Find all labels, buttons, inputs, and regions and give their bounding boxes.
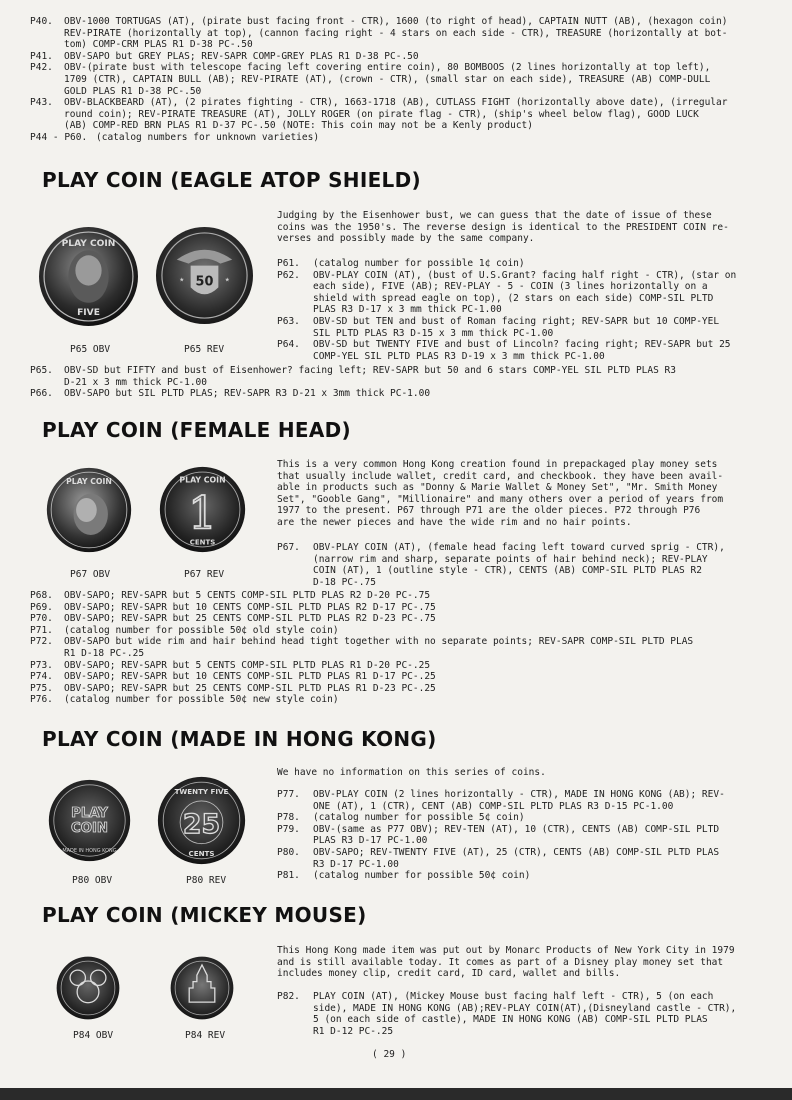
hongkong-intro — [277, 767, 546, 779]
entry-description — [64, 613, 436, 625]
intro-line: Set", "Gooble Gang", "Millionaire" and many others over a period of years from — [277, 493, 724, 505]
entry-number: P64. — [277, 339, 300, 351]
entry-line: (AB) COMP-RED BRN PLAS R1 D-37 PC-.50 (NOTE: This coin may not be a Kenly product) — [64, 120, 533, 132]
intro-line: that usually include wallet, credit card, and checkbook. they have been avail- — [277, 470, 724, 482]
entry-number: P63. — [277, 316, 300, 327]
entry-description — [64, 625, 339, 637]
coin-p80-obv-line1: PLAY — [71, 806, 108, 822]
entry-description — [313, 316, 719, 339]
entry-line: COMP-YEL SIL PLTD PLAS R3 D-19 x 3 mm thick PC-1.00 — [313, 350, 605, 362]
caption-p80-obv: P80 OBV — [72, 875, 113, 886]
section-heading-eagle: PLAY COIN (EAGLE ATOP SHIELD) — [42, 168, 421, 192]
intro-line: This is a very common Hong Kong creation found in prepackaged play money sets — [277, 459, 718, 470]
entry-line: (catalog number for possible 1¢ coin) — [313, 258, 525, 269]
mickey-intro — [277, 945, 735, 980]
caption-p65-obv: P65 OBV — [70, 344, 111, 355]
coin-p67-rev-text-top: PLAY COIN — [179, 475, 226, 485]
entry-line: ONE (AT), 1 (CTR), CENT (AB) COMP-SIL PLTD PLAS R3 D-15 PC-1.00 — [313, 800, 674, 812]
coin-p67-rev-value: 1 — [188, 486, 217, 540]
coin-p80-obv-image — [48, 779, 131, 862]
entry-description — [64, 694, 339, 706]
entry-line: OBV-SAPO but SIL PLTD PLAS; REV-SAPR R3 D-21 x 3mm thick PC-1.00 — [64, 388, 431, 400]
coin-p65-obv-text-top: PLAY COIN — [61, 239, 116, 250]
entry-line: 5 (on each side of castle), MADE IN HONG KONG (AB) COMP-SIL PLTD PLAS — [313, 1014, 708, 1026]
entry-description — [313, 870, 530, 882]
entry-number: P62. — [277, 269, 300, 281]
entry-description — [313, 270, 736, 316]
intro-line: We have no information on this series of coins. — [277, 767, 546, 778]
coin-p84-rev-image — [170, 956, 234, 1020]
entry-line: side), MADE IN HONG KONG (AB);REV-PLAY COIN(AT),(Disneyland castle - CTR), — [313, 1002, 737, 1014]
intro-line: coins was the 1950's. The reverse design is identical to the PRESIDENT COIN re- — [277, 221, 729, 233]
entry-line: tom) COMP-CRM PLAS R1 D-38 PC-.50 — [64, 39, 253, 51]
entry-description — [313, 258, 525, 270]
entry-number: P73. — [30, 659, 53, 671]
entry-description — [64, 683, 436, 695]
entry-line: each side), FIVE (AB); REV-PLAY - 5 - COIN (3 lines horizontally on a — [313, 281, 708, 293]
entry-line: OBV-SAPO; REV-SAPR but 5 CENTS COMP-SIL PLTD PLAS R2 D-20 PC-.75 — [64, 590, 431, 601]
entry-line: PLAS R3 D-17 PC-1.00 — [313, 835, 428, 847]
entry-line: OBV-SD but TWENTY FIVE and bust of Lincoln? facing right; REV-SAPR but 25 — [313, 339, 731, 351]
entry-description — [313, 339, 731, 362]
entry-description — [313, 542, 725, 588]
entry-description — [313, 812, 525, 824]
bottom-edge-bar — [0, 1088, 792, 1100]
entry-line: OBV-PLAY COIN (AT), (female head facing left toward curved sprig - CTR), — [313, 542, 725, 553]
female-intro — [277, 459, 723, 529]
section-heading-mickey: PLAY COIN (MICKEY MOUSE) — [42, 903, 367, 927]
entry-number: P66. — [30, 388, 53, 400]
entry-number: P81. — [277, 870, 300, 882]
entry-description — [313, 847, 719, 870]
entry-description — [64, 660, 430, 672]
entry-number: P77. — [277, 789, 300, 800]
intro-line: 1977 to the present. P67 through P71 are the older pieces. P72 through P76 — [277, 505, 701, 517]
entry-description — [64, 16, 727, 51]
entry-number: P80. — [277, 847, 300, 858]
entry-number: P74. — [30, 671, 53, 683]
coin-p80-rev-value: 25 — [182, 808, 221, 840]
entry-line: OBV-(pirate bust with telescope facing left covering entire coin), 80 BOMBOOS (2 lines horizontally at top left), — [64, 62, 711, 74]
entry-line: R1 D-12 PC-.25 — [313, 1025, 394, 1037]
entry-number: P76. — [30, 694, 53, 706]
intro-line: includes money clip, credit card, ID card, wallet and bills. — [277, 968, 621, 980]
intro-line: This Hong Kong made item was put out by Monarc Products of New York City in 1979 — [277, 945, 735, 956]
entry-line: R1 D-18 PC-.25 — [64, 647, 145, 659]
entry-number: P70. — [30, 613, 53, 625]
entry-line: PLAY COIN (AT), (Mickey Mouse bust facing half left - CTR), 5 (on each — [313, 991, 714, 1002]
coin-p67-obv-image — [46, 467, 132, 553]
entry-number: P68. — [30, 590, 53, 601]
caption-p67-obv: P67 OBV — [70, 569, 111, 580]
entry-line: OBV-SD but FIFTY and bust of Eisenhower? facing left; REV-SAPR but 50 and 6 stars COMP-YEL SIL PLTD PLAS R3 — [64, 365, 676, 376]
coin-p80-rev-image — [157, 776, 246, 865]
entry-line: OBV-SAPO; REV-SAPR but 25 CENTS COMP-SIL PLTD PLAS R2 D-23 PC-.75 — [64, 613, 436, 625]
page-number: ( 29 ) — [372, 1049, 407, 1060]
section-heading-hongkong: PLAY COIN (MADE IN HONG KONG) — [42, 727, 437, 751]
entry-line: OBV-SAPO but GREY PLAS; REV-SAPR COMP-GREY PLAS R1 D-38 PC-.50 — [64, 50, 419, 62]
entry-number: P65. — [30, 365, 53, 376]
intro-line: are the newer pieces and have the wide rim and no hair points. — [277, 516, 632, 528]
eagle-intro — [277, 210, 729, 245]
caption-p80-rev: P80 REV — [186, 875, 227, 886]
entry-line: SIL PLTD PLAS R3 D-15 x 3 mm thick PC-1.00 — [313, 327, 554, 339]
entry-number: P40. — [30, 16, 53, 27]
caption-p84-rev: P84 REV — [185, 1030, 226, 1041]
entry-number: P82. — [277, 991, 300, 1002]
intro-line: able in products such as "Donny & Marie Wallet & Money Set", "Mr. Smith Money — [277, 482, 718, 494]
entry-line: D-18 PC-.75 — [313, 576, 376, 588]
entry-description — [64, 636, 693, 659]
entry-line: OBV-SD but TEN and bust of Roman facing right; REV-SAPR but 10 COMP-YEL — [313, 316, 720, 327]
coin-p84-obv-image — [56, 956, 120, 1020]
entry-description — [64, 602, 436, 614]
entry-line: OBV-SAPO; REV-SAPR but 10 CENTS COMP-SIL PLTD PLAS R2 D-17 PC-.75 — [64, 601, 436, 613]
entry-line: OBV-SAPO but wide rim and hair behind head tight together with no separate points; REV-SAPR COMP-SIL PLTD PLAS — [64, 636, 694, 648]
entry-line: OBV-SAPO; REV-TWENTY FIVE (AT), 25 (CTR), CENTS (AB) COMP-SIL PLTD PLAS — [313, 847, 720, 858]
entry-description — [313, 789, 725, 812]
coin-p80-obv-rim: MADE IN HONG KONG — [62, 848, 117, 855]
entry-description — [64, 388, 430, 400]
entry-number: P44 - P60. — [30, 132, 88, 143]
entry-line: OBV-SAPO; REV-SAPR but 25 CENTS COMP-SIL PLTD PLAS R1 D-23 PC-.25 — [64, 682, 436, 694]
entry-line: shield with spread eagle on top), (2 stars on each side) COMP-SIL PLTD — [313, 292, 714, 304]
entry-number: P69. — [30, 601, 53, 613]
svg-text:★: ★ — [179, 274, 185, 284]
entry-line: D-21 x 3 mm thick PC-1.00 — [64, 376, 207, 388]
entry-line: OBV-BLACKBEARD (AT), (2 pirates fighting - CTR), 1663-1718 (AB), CUTLASS FIGHT (horizontally above date), (irregular — [64, 97, 728, 109]
entry-number: P72. — [30, 636, 53, 648]
section-heading-female: PLAY COIN (FEMALE HEAD) — [42, 418, 351, 442]
entry-line: OBV-PLAY COIN (AT), (bust of U.S.Grant? facing half right - CTR), (star on — [313, 269, 737, 281]
caption-p65-rev: P65 REV — [184, 344, 225, 355]
entry-line: 1709 (CTR), CAPTAIN BULL (AB); REV-PIRATE (AT), (crown - CTR), (small star on each side), TREASURE (AB) COMP-DULL — [64, 73, 711, 85]
coin-p80-obv-line2: COIN — [70, 821, 109, 837]
coin-p67-rev-text-bottom: CENTS — [189, 538, 216, 547]
entry-description — [64, 62, 710, 97]
entry-line: PLAS R3 D-17 x 3 mm thick PC-1.00 — [313, 304, 502, 316]
coin-p80-rev-top: TWENTY FIVE — [174, 786, 229, 796]
entry-number: P61. — [277, 258, 300, 269]
entry-description — [96, 132, 319, 144]
entry-description — [313, 824, 719, 847]
coin-p65-obv-text-bottom: FIVE — [77, 307, 100, 318]
entry-description — [64, 51, 419, 63]
entry-number: P42. — [30, 62, 53, 74]
coin-p65-obv-image — [38, 226, 139, 327]
entry-line: OBV-SAPO; REV-SAPR but 10 CENTS COMP-SIL PLTD PLAS R1 D-17 PC-.25 — [64, 671, 436, 683]
intro-line: Judging by the Eisenhower bust, we can guess that the date of issue of these — [277, 210, 712, 221]
entry-line: OBV-1000 TORTUGAS (AT), (pirate bust facing front - CTR), 1600 (to right of head), CAPTAIN NUTT (AB), (hexagon coin) — [64, 16, 728, 27]
entry-number: P78. — [277, 812, 300, 824]
entry-description — [313, 991, 736, 1037]
entry-number: P43. — [30, 97, 53, 109]
entry-line: (catalog numbers for unknown varieties) — [96, 132, 320, 143]
coin-p65-rev-value: 50 — [195, 274, 214, 290]
entry-line: OBV-(same as P77 OBV); REV-TEN (AT), 10 (CTR), CENTS (AB) COMP-SIL PLTD — [313, 823, 720, 835]
entry-line: (catalog number for possible 50¢ new style coin) — [64, 694, 339, 706]
entry-number: P71. — [30, 624, 53, 636]
coin-p67-rev-image — [159, 466, 246, 553]
entry-number: P75. — [30, 682, 53, 694]
entry-description — [64, 671, 436, 683]
entry-line: R3 D-17 PC-1.00 — [313, 858, 399, 870]
caption-p67-rev: P67 REV — [184, 569, 225, 580]
entry-description — [64, 365, 676, 388]
coin-p80-rev-bottom: CENTS — [188, 849, 215, 859]
caption-p84-obv: P84 OBV — [73, 1030, 114, 1041]
entry-number: P67. — [277, 542, 300, 553]
entry-line: REV-PIRATE (horizontally at top), (cannon facing right - 4 stars on each side - CTR), TREASURE (horizontally at bot- — [64, 27, 728, 39]
entry-line: OBV-SAPO; REV-SAPR but 5 CENTS COMP-SIL PLTD PLAS R1 D-20 PC-.25 — [64, 659, 431, 671]
entry-line: (catalog number for possible 50¢ coin) — [313, 870, 531, 882]
intro-line: verses and possibly made by the same company. — [277, 233, 535, 245]
entry-number: P41. — [30, 50, 53, 62]
entry-description — [64, 97, 727, 132]
entry-line: COIN (AT), 1 (outline style - CTR), CENTS (AB) COMP-SIL PLTD PLAS R2 — [313, 565, 702, 577]
entry-line: OBV-PLAY COIN (2 lines horizontally - CTR), MADE IN HONG KONG (AB); REV- — [313, 789, 725, 800]
coin-p67-obv-text: PLAY COIN — [66, 477, 112, 487]
intro-line: and is still available today. It comes as part of a Disney play money set that — [277, 956, 724, 968]
coin-p65-rev-image — [155, 226, 254, 325]
entry-line: (catalog number for possible 5¢ coin) — [313, 812, 525, 824]
entry-line: round coin); REV-PIRATE TREASURE (AT), JOLLY ROGER (on pirate flag - CTR), (ship's wheel below flag), GOOD LUCK — [64, 108, 699, 120]
entry-line: (narrow rim and sharp, separate points of hair behind neck); REV-PLAY — [313, 553, 708, 565]
entry-line: (catalog number for possible 50¢ old style coin) — [64, 624, 339, 636]
svg-text:★: ★ — [224, 274, 230, 284]
entry-description — [64, 590, 430, 602]
entry-number: P79. — [277, 823, 300, 835]
entry-line: GOLD PLAS R1 D-38 PC-.50 — [64, 85, 202, 97]
